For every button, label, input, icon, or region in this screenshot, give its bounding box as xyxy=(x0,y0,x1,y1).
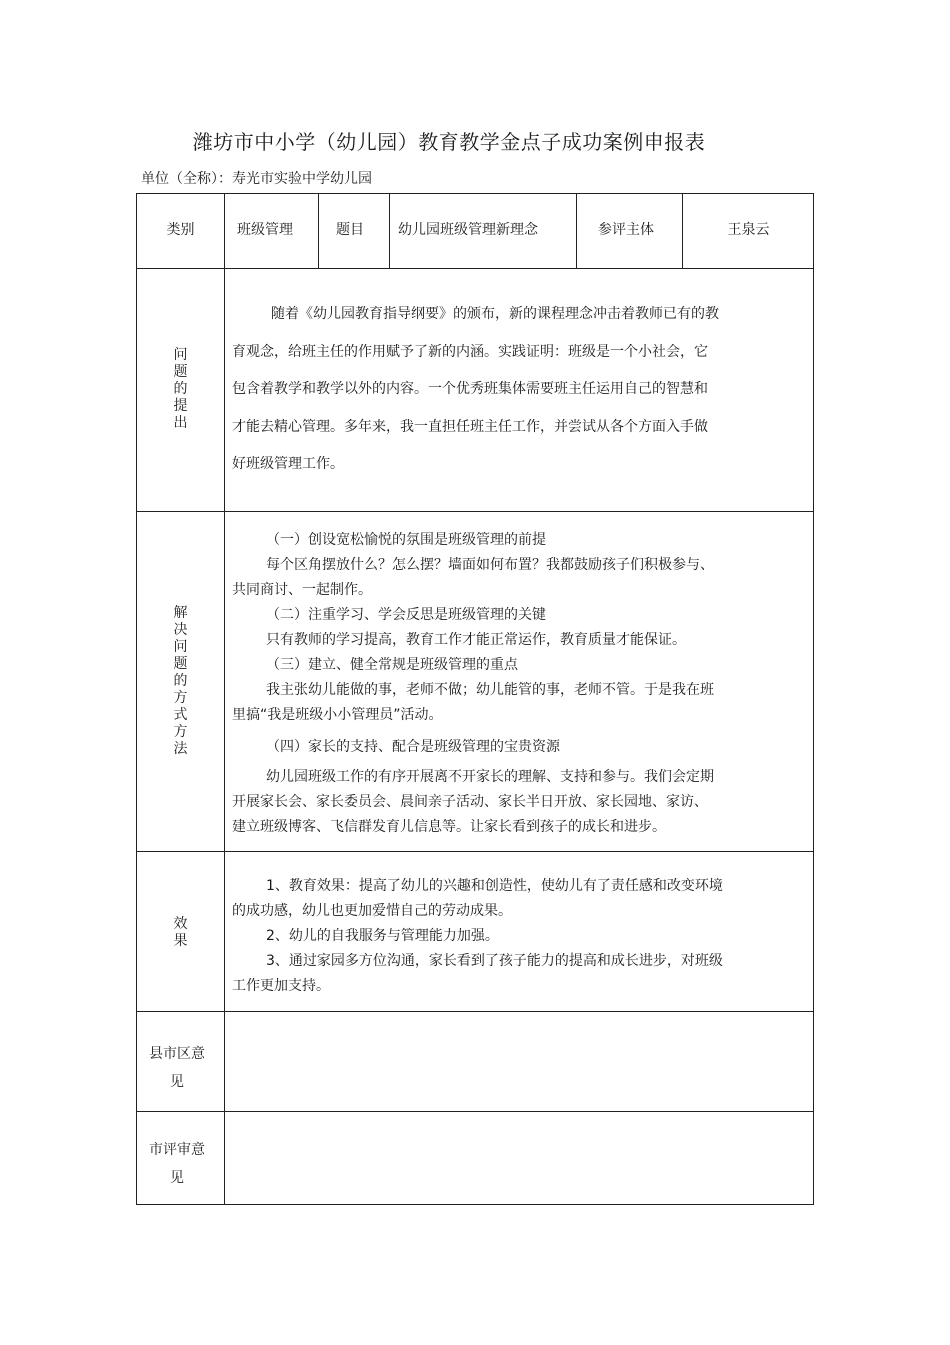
problem-text-line: 随着《幼儿园教育指导纲要》的颁布，新的课程理念冲击着教师已有的教 xyxy=(271,306,719,322)
divider xyxy=(318,193,319,268)
effect-label xyxy=(137,916,224,950)
method-text-line: 我主张幼儿能做的事，老师不做；幼儿能管的事，老师不管。于是我在班 xyxy=(266,682,714,698)
method-heading: （四）家长的支持、配合是班级管理的宝贵资源 xyxy=(266,739,560,755)
effect-text-line: 3、通过家园多方位沟通，家长看到了孩子能力的提高和成长进步，对班级 xyxy=(266,953,723,969)
divider xyxy=(576,193,577,268)
method-label-char: 的 xyxy=(173,673,188,689)
effect-label-char: 果 xyxy=(173,933,188,949)
effect-text-line: 1、教育效果：提高了幼儿的兴趣和创造性，使幼儿有了责任感和改变环境 xyxy=(266,878,723,894)
method-label-char: 方 xyxy=(173,724,188,740)
page-title: 潍坊市中小学（幼儿园）教育教学金点子成功案例申报表 xyxy=(192,130,706,154)
method-label-char: 题 xyxy=(173,656,188,672)
method-text-line: 只有教师的学习提高，教育工作才能正常运作，教育质量才能保证。 xyxy=(266,632,686,648)
method-label-char: 解 xyxy=(173,605,188,621)
county-opinion-label-line1: 县市区意 xyxy=(149,1046,205,1062)
problem-text-line: 包含着教学和教学以外的内容。一个优秀班集体需要班主任运用自己的智慧和 xyxy=(232,381,708,397)
method-heading: （一）创设宽松愉悦的氛围是班级管理的前提 xyxy=(266,532,546,548)
author-label: 参评主体 xyxy=(598,222,654,238)
category-value: 班级管理 xyxy=(237,222,293,238)
method-heading: （二）注重学习、学会反思是班级管理的关键 xyxy=(266,607,546,623)
problem-label-char: 出 xyxy=(173,415,188,431)
county-opinion-label-line2: 见 xyxy=(170,1074,184,1090)
effect-text-line: 的成功感，幼儿也更加爱惜自己的劳动成果。 xyxy=(232,903,512,919)
method-text-line: 开展家长会、家长委员会、晨间亲子活动、家长半日开放、家长园地、家访、 xyxy=(232,794,708,810)
method-label-char: 决 xyxy=(173,622,188,638)
effect-label-char: 效 xyxy=(173,916,188,932)
city-opinion-label-line2: 见 xyxy=(170,1170,184,1186)
method-text-line: 幼儿园班级工作的有序开展离不开家长的理解、支持和参与。我们会定期 xyxy=(266,769,714,785)
method-label-char: 方 xyxy=(173,690,188,706)
method-label xyxy=(137,605,224,758)
divider xyxy=(389,193,390,268)
problem-text-line: 才能去精心管理。多年来，我一直担任班主任工作，并尝试从各个方面入手做 xyxy=(232,419,708,435)
author-value: 王泉云 xyxy=(727,222,770,238)
problem-label-char: 的 xyxy=(173,381,188,397)
category-label: 类别 xyxy=(166,222,195,238)
method-text-line: 建立班级博客、飞信群发育儿信息等。让家长看到孩子的成长和进步。 xyxy=(232,819,666,835)
problem-label-char: 题 xyxy=(173,364,188,380)
problem-text-line: 育观念，给班主任的作用赋予了新的内涵。实践证明：班级是一个小社会，它 xyxy=(232,344,708,360)
method-label-char: 法 xyxy=(173,741,188,757)
method-label-char: 式 xyxy=(173,707,188,723)
divider xyxy=(136,511,814,512)
city-opinion-field[interactable] xyxy=(225,1112,813,1204)
topic-value: 幼儿园班级管理新理念 xyxy=(398,222,538,238)
method-text-line: 每个区角摆放什么？怎么摆？墙面如何布置？我都鼓励孩子们积极参与、 xyxy=(266,557,714,573)
problem-text-line: 好班级管理工作。 xyxy=(232,456,344,472)
method-text-line: 共同商讨、一起制作。 xyxy=(232,582,372,598)
problem-label-char: 提 xyxy=(173,398,188,414)
topic-label: 题目 xyxy=(336,222,364,238)
effect-text-line: 2、幼儿的自我服务与管理能力加强。 xyxy=(266,928,499,944)
problem-label xyxy=(137,347,224,432)
divider xyxy=(136,268,814,269)
county-opinion-field[interactable] xyxy=(225,1012,813,1111)
method-label-char: 问 xyxy=(173,639,188,655)
effect-text-line: 工作更加支持。 xyxy=(232,978,330,994)
divider xyxy=(136,851,814,852)
unit-line: 单位（全称）：寿光市实验中学幼儿园 xyxy=(141,171,372,187)
method-text-line: 里搞“我是班级小小管理员”活动。 xyxy=(232,707,443,723)
method-heading: （三）建立、健全常规是班级管理的重点 xyxy=(266,657,518,673)
city-opinion-label-line1: 市评审意 xyxy=(149,1142,205,1158)
problem-label-char: 问 xyxy=(173,347,188,363)
